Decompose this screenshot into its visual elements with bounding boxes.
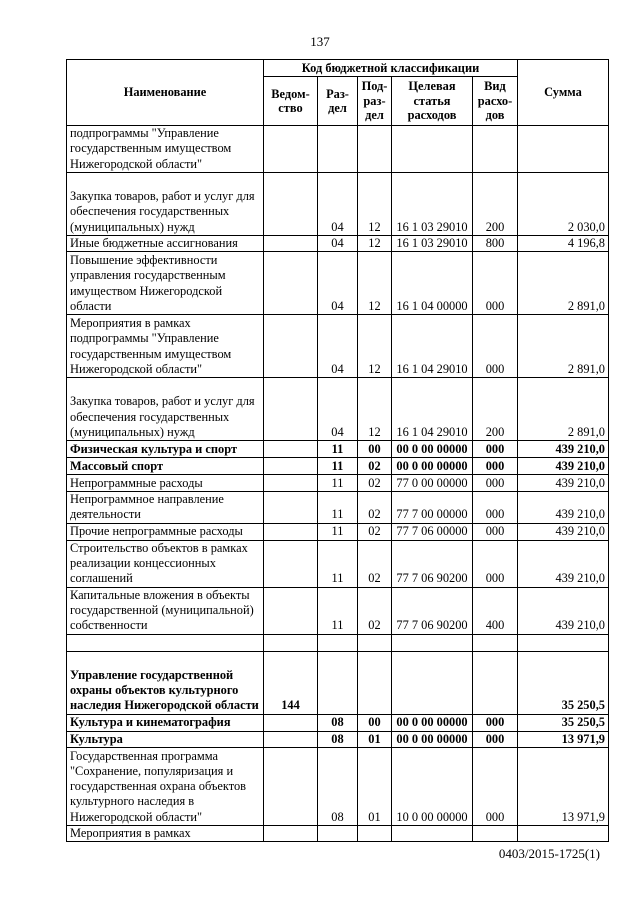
row-sum-cell (518, 826, 609, 842)
table-row (67, 378, 609, 441)
row-podrazdel-cell (358, 651, 392, 714)
table-row (67, 475, 609, 492)
row-name-cell: Строительство объектов в рамках реализации концессионных соглашений (67, 540, 264, 587)
row-podrazdel-cell: 00 (358, 714, 392, 731)
row-sum-cell (518, 126, 609, 173)
row-vid-cell: 000 (473, 492, 518, 524)
row-podrazdel-cell: 12 (358, 378, 392, 441)
row-celevaya-cell: 77 7 00 00000 (392, 492, 473, 524)
row-podrazdel-cell: 02 (358, 492, 392, 524)
row-razdel-cell: 04 (318, 235, 358, 251)
table-row (67, 172, 609, 235)
budget-table (66, 59, 609, 842)
row-sum-cell: 439 210,0 (518, 492, 609, 524)
table-row (67, 540, 609, 587)
row-razdel-cell: 11 (318, 540, 358, 587)
row-razdel-cell: 04 (318, 315, 358, 378)
row-vid-cell (473, 126, 518, 173)
row-celevaya-cell: 16 1 04 29010 (392, 378, 473, 441)
row-vedomstvo-cell (264, 252, 318, 315)
row-vedomstvo-cell (264, 748, 318, 826)
row-podrazdel-cell: 02 (358, 523, 392, 540)
row-vid-cell (473, 826, 518, 842)
document-code: 0403/2015-1725(1) (498, 846, 600, 861)
header-razdel: Раз-дел (318, 77, 358, 126)
row-podrazdel-cell: 02 (358, 458, 392, 475)
row-razdel-cell: 04 (318, 378, 358, 441)
table-row (67, 634, 609, 651)
row-podrazdel-cell: 02 (358, 587, 392, 634)
table-row (67, 235, 609, 251)
row-vid-cell: 000 (473, 252, 518, 315)
row-sum-cell: 439 210,0 (518, 458, 609, 475)
row-vedomstvo-cell (264, 714, 318, 731)
row-sum-cell: 2 891,0 (518, 378, 609, 441)
row-vedomstvo-cell (264, 378, 318, 441)
row-sum-cell: 439 210,0 (518, 441, 609, 458)
row-sum-cell: 4 196,8 (518, 235, 609, 251)
row-vedomstvo-cell (264, 172, 318, 235)
row-vedomstvo-cell (264, 126, 318, 173)
row-vedomstvo-cell (264, 540, 318, 587)
row-sum-cell (518, 634, 609, 651)
row-sum-cell: 2 891,0 (518, 315, 609, 378)
row-name-cell: Культура (67, 731, 264, 747)
row-vedomstvo-cell (264, 634, 318, 651)
row-sum-cell: 439 210,0 (518, 475, 609, 492)
row-vedomstvo-cell (264, 492, 318, 524)
table-row (67, 651, 609, 714)
row-podrazdel-cell: 12 (358, 235, 392, 251)
table-body (67, 126, 609, 842)
row-sum-cell: 35 250,5 (518, 714, 609, 731)
row-vid-cell: 000 (473, 714, 518, 731)
row-name-cell: Государственная программа "Сохранение, популяризация и государственная охрана объектов культурного наследия в Нижегородской области" (67, 748, 264, 826)
header-sum: Сумма (518, 60, 609, 126)
row-celevaya-cell (392, 651, 473, 714)
table-row (67, 826, 609, 842)
row-razdel-cell: 11 (318, 441, 358, 458)
row-name-cell: Культура и кинематография (67, 714, 264, 731)
row-name-cell: Массовый спорт (67, 458, 264, 475)
table-row (67, 252, 609, 315)
table-row (67, 714, 609, 731)
row-sum-cell: 2 030,0 (518, 172, 609, 235)
row-vid-cell: 000 (473, 315, 518, 378)
table-row (67, 523, 609, 540)
row-name-cell: Непрограммное направление деятельности (67, 492, 264, 524)
row-podrazdel-cell (358, 826, 392, 842)
row-vid-cell: 200 (473, 172, 518, 235)
row-podrazdel-cell: 01 (358, 731, 392, 747)
header-vid-rashodov: Вид расхо-дов (473, 77, 518, 126)
row-podrazdel-cell (358, 634, 392, 651)
row-vid-cell: 000 (473, 523, 518, 540)
row-celevaya-cell: 16 1 03 29010 (392, 235, 473, 251)
row-celevaya-cell: 77 7 06 00000 (392, 523, 473, 540)
row-vid-cell: 000 (473, 731, 518, 747)
row-vedomstvo-cell (264, 235, 318, 251)
row-name-cell (67, 634, 264, 651)
row-razdel-cell: 11 (318, 523, 358, 540)
row-celevaya-cell: 00 0 00 00000 (392, 731, 473, 747)
row-vedomstvo-cell (264, 441, 318, 458)
page-number: 137 (310, 34, 330, 49)
table-row (67, 315, 609, 378)
row-vid-cell: 000 (473, 748, 518, 826)
row-razdel-cell: 11 (318, 458, 358, 475)
header-celevaya-statya: Целевая статья расходов (392, 77, 473, 126)
row-podrazdel-cell (358, 126, 392, 173)
row-razdel-cell (318, 634, 358, 651)
row-name-cell: Управление государственной охраны объектов культурного наследия Нижегородской области (67, 651, 264, 714)
row-sum-cell: 13 971,9 (518, 731, 609, 747)
row-vid-cell: 400 (473, 587, 518, 634)
header-vedomstvo: Ведом-ство (264, 77, 318, 126)
row-razdel-cell: 08 (318, 731, 358, 747)
row-vedomstvo-cell (264, 523, 318, 540)
row-celevaya-cell: 10 0 00 00000 (392, 748, 473, 826)
row-sum-cell: 439 210,0 (518, 540, 609, 587)
row-razdel-cell: 08 (318, 748, 358, 826)
row-celevaya-cell (392, 126, 473, 173)
row-vedomstvo-cell (264, 731, 318, 747)
row-vid-cell (473, 634, 518, 651)
row-vedomstvo-cell (264, 587, 318, 634)
table-row (67, 748, 609, 826)
row-celevaya-cell: 77 7 06 90200 (392, 540, 473, 587)
row-vid-cell: 000 (473, 458, 518, 475)
row-razdel-cell: 04 (318, 172, 358, 235)
row-razdel-cell (318, 651, 358, 714)
row-vedomstvo-cell (264, 458, 318, 475)
row-podrazdel-cell: 02 (358, 475, 392, 492)
row-vid-cell (473, 651, 518, 714)
row-name-cell: подпрограммы "Управление государственным имуществом Нижегородской области" (67, 126, 264, 173)
row-celevaya-cell: 16 1 03 29010 (392, 172, 473, 235)
row-celevaya-cell (392, 826, 473, 842)
header-classification-group: Код бюджетной классификации (264, 60, 518, 77)
table-row (67, 126, 609, 173)
table-row (67, 492, 609, 524)
row-podrazdel-cell: 12 (358, 315, 392, 378)
row-celevaya-cell: 00 0 00 00000 (392, 458, 473, 475)
row-name-cell: Прочие непрограммные расходы (67, 523, 264, 540)
row-razdel-cell (318, 826, 358, 842)
row-razdel-cell: 11 (318, 587, 358, 634)
row-podrazdel-cell: 01 (358, 748, 392, 826)
row-razdel-cell: 11 (318, 475, 358, 492)
row-name-cell: Закупка товаров, работ и услуг для обеспечения государственных (муниципальных) нужд (67, 172, 264, 235)
row-celevaya-cell: 16 1 04 00000 (392, 252, 473, 315)
row-name-cell: Иные бюджетные ассигнования (67, 235, 264, 251)
row-vedomstvo-cell (264, 826, 318, 842)
row-celevaya-cell: 16 1 04 29010 (392, 315, 473, 378)
row-vid-cell: 000 (473, 475, 518, 492)
row-name-cell: Мероприятия в рамках (67, 826, 264, 842)
row-vid-cell: 200 (473, 378, 518, 441)
row-name-cell: Повышение эффективности управления государственным имуществом Нижегородской области (67, 252, 264, 315)
row-celevaya-cell: 77 0 00 00000 (392, 475, 473, 492)
row-podrazdel-cell: 12 (358, 252, 392, 315)
row-vedomstvo-cell (264, 475, 318, 492)
table-row (67, 458, 609, 475)
row-name-cell: Мероприятия в рамках подпрограммы "Управление государственным имуществом Нижегородской области" (67, 315, 264, 378)
row-sum-cell: 35 250,5 (518, 651, 609, 714)
row-podrazdel-cell: 02 (358, 540, 392, 587)
row-razdel-cell: 04 (318, 252, 358, 315)
row-celevaya-cell: 00 0 00 00000 (392, 441, 473, 458)
row-vedomstvo-cell: 144 (264, 651, 318, 714)
header-podrazdel: Под-раз-дел (358, 77, 392, 126)
row-vid-cell: 800 (473, 235, 518, 251)
row-vid-cell: 000 (473, 540, 518, 587)
row-name-cell: Капитальные вложения в объекты государственной (муниципальной) собственности (67, 587, 264, 634)
row-razdel-cell (318, 126, 358, 173)
row-celevaya-cell: 00 0 00 00000 (392, 714, 473, 731)
row-sum-cell: 439 210,0 (518, 523, 609, 540)
table-row (67, 441, 609, 458)
table-row (67, 587, 609, 634)
row-podrazdel-cell: 12 (358, 172, 392, 235)
header-name: Наименование (67, 60, 264, 126)
row-razdel-cell: 08 (318, 714, 358, 731)
row-name-cell: Непрограммные расходы (67, 475, 264, 492)
row-celevaya-cell: 77 7 06 90200 (392, 587, 473, 634)
row-name-cell: Физическая культура и спорт (67, 441, 264, 458)
row-sum-cell: 2 891,0 (518, 252, 609, 315)
row-razdel-cell: 11 (318, 492, 358, 524)
row-celevaya-cell (392, 634, 473, 651)
row-vedomstvo-cell (264, 315, 318, 378)
table-row (67, 731, 609, 747)
row-podrazdel-cell: 00 (358, 441, 392, 458)
row-sum-cell: 13 971,9 (518, 748, 609, 826)
row-vid-cell: 000 (473, 441, 518, 458)
row-sum-cell: 439 210,0 (518, 587, 609, 634)
row-name-cell: Закупка товаров, работ и услуг для обеспечения государственных (муниципальных) нужд (67, 378, 264, 441)
